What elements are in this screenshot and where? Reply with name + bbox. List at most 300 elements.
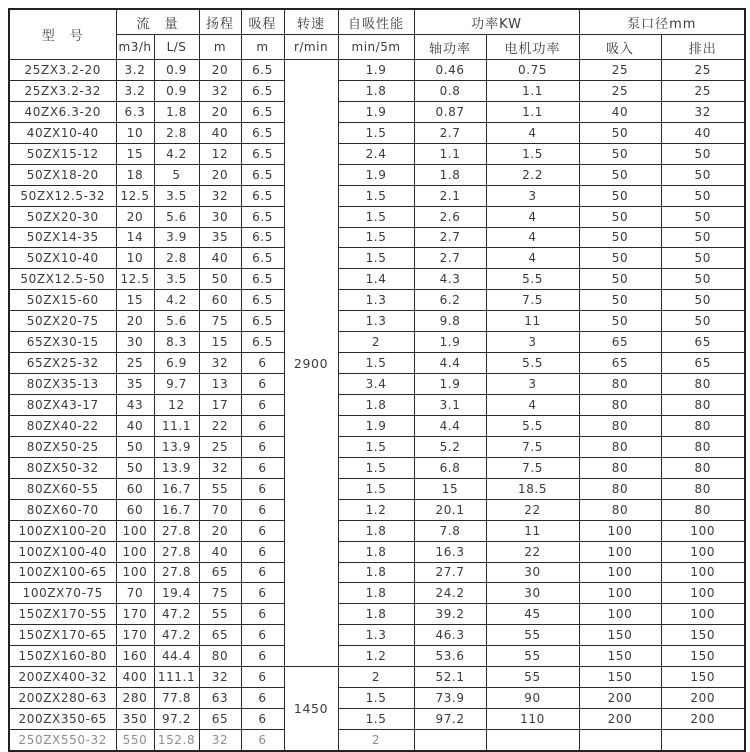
cell-shaft-power: 15 <box>414 478 486 499</box>
cell-motor-power: 11 <box>486 520 579 541</box>
cell-flow-m3h: 6.3 <box>116 101 154 122</box>
col-header-power: 功率KW <box>414 9 579 35</box>
cell-suction: 6.5 <box>241 164 284 185</box>
cell-shaft-power: 39.2 <box>414 604 486 625</box>
table-row <box>9 520 745 541</box>
cell-shaft-power: 73.9 <box>414 688 486 709</box>
cell-inlet: 50 <box>579 269 661 290</box>
table-row <box>9 730 745 751</box>
cell-shaft-power: 2.7 <box>414 122 486 143</box>
table-row <box>9 164 745 185</box>
cell-motor-power: 22 <box>486 499 579 520</box>
col-header-speed: 转速 <box>284 9 338 35</box>
cell-model: 50ZX20-30 <box>9 206 116 227</box>
cell-flow-ls: 1.8 <box>154 101 199 122</box>
table-row <box>9 604 745 625</box>
cell-flow-m3h: 350 <box>116 709 154 730</box>
cell-shaft-power: 2.7 <box>414 227 486 248</box>
cell-inlet: 200 <box>579 709 661 730</box>
cell-flow-ls: 77.8 <box>154 688 199 709</box>
table-row <box>9 206 745 227</box>
cell-head: 40 <box>199 122 241 143</box>
table-row <box>9 227 745 248</box>
cell-suction: 6 <box>241 353 284 374</box>
cell-outlet: 100 <box>661 541 745 562</box>
table-row <box>9 101 745 122</box>
cell-head: 60 <box>199 290 241 311</box>
cell-motor-power: 7.5 <box>486 436 579 457</box>
cell-outlet: 50 <box>661 185 745 206</box>
cell-self-priming: 1.9 <box>338 164 414 185</box>
cell-shaft-power: 1.1 <box>414 143 486 164</box>
cell-flow-m3h: 60 <box>116 499 154 520</box>
cell-flow-ls: 5 <box>154 164 199 185</box>
cell-suction: 6 <box>241 730 284 751</box>
cell-outlet: 50 <box>661 311 745 332</box>
cell-inlet: 100 <box>579 541 661 562</box>
cell-model: 50ZX20-75 <box>9 311 116 332</box>
cell-self-priming: 1.9 <box>338 60 414 81</box>
table-row <box>9 80 745 101</box>
cell-shaft-power: 2.1 <box>414 185 486 206</box>
cell-self-priming: 1.2 <box>338 646 414 667</box>
cell-shaft-power: 27.7 <box>414 562 486 583</box>
cell-head: 70 <box>199 499 241 520</box>
cell-self-priming: 1.5 <box>338 185 414 206</box>
cell-inlet: 50 <box>579 311 661 332</box>
cell-outlet: 80 <box>661 395 745 416</box>
cell-outlet: 50 <box>661 164 745 185</box>
cell-inlet: 100 <box>579 520 661 541</box>
cell-flow-m3h: 20 <box>116 311 154 332</box>
cell-suction: 6.5 <box>241 101 284 122</box>
cell-shaft-power: 20.1 <box>414 499 486 520</box>
table-row <box>9 415 745 436</box>
cell-suction: 6 <box>241 646 284 667</box>
cell-shaft-power: 2.6 <box>414 206 486 227</box>
cell-outlet: 65 <box>661 332 745 353</box>
cell-model: 80ZX50-32 <box>9 457 116 478</box>
cell-self-priming: 2.4 <box>338 143 414 164</box>
cell-outlet: 25 <box>661 80 745 101</box>
col-header-suction-unit: m <box>241 35 284 60</box>
cell-suction: 6.5 <box>241 227 284 248</box>
cell-outlet <box>661 730 745 751</box>
table-row <box>9 248 745 269</box>
cell-shaft-power: 6.8 <box>414 457 486 478</box>
cell-flow-ls: 9.7 <box>154 374 199 395</box>
cell-suction: 6.5 <box>241 206 284 227</box>
cell-suction: 6.5 <box>241 122 284 143</box>
cell-flow-ls: 13.9 <box>154 436 199 457</box>
cell-flow-ls: 44.4 <box>154 646 199 667</box>
cell-model: 50ZX12.5-50 <box>9 269 116 290</box>
cell-inlet: 50 <box>579 206 661 227</box>
cell-outlet: 50 <box>661 227 745 248</box>
cell-outlet: 80 <box>661 457 745 478</box>
cell-flow-ls: 19.4 <box>154 583 199 604</box>
cell-self-priming: 1.5 <box>338 206 414 227</box>
cell-outlet: 200 <box>661 688 745 709</box>
cell-head: 13 <box>199 374 241 395</box>
cell-inlet: 80 <box>579 436 661 457</box>
cell-head: 40 <box>199 248 241 269</box>
cell-flow-ls: 12 <box>154 395 199 416</box>
cell-suction: 6.5 <box>241 248 284 269</box>
table-body <box>9 60 745 751</box>
col-header-outlet: 排出 <box>661 35 745 60</box>
cell-flow-ls: 13.9 <box>154 457 199 478</box>
cell-shaft-power: 46.3 <box>414 625 486 646</box>
cell-self-priming: 1.3 <box>338 311 414 332</box>
cell-model: 50ZX15-60 <box>9 290 116 311</box>
pump-spec-table <box>8 8 746 752</box>
cell-model: 150ZX170-55 <box>9 604 116 625</box>
cell-motor-power: 5.5 <box>486 353 579 374</box>
cell-motor-power: 5.5 <box>486 415 579 436</box>
cell-model: 100ZX100-40 <box>9 541 116 562</box>
cell-shaft-power: 1.8 <box>414 164 486 185</box>
cell-shaft-power: 0.8 <box>414 80 486 101</box>
table-row <box>9 60 745 81</box>
cell-flow-m3h: 20 <box>116 206 154 227</box>
table-row <box>9 143 745 164</box>
cell-model: 100ZX100-65 <box>9 562 116 583</box>
cell-model: 80ZX40-22 <box>9 415 116 436</box>
cell-flow-m3h: 50 <box>116 457 154 478</box>
cell-motor-power: 4 <box>486 248 579 269</box>
cell-flow-m3h: 100 <box>116 541 154 562</box>
cell-flow-m3h: 400 <box>116 667 154 688</box>
cell-flow-m3h: 25 <box>116 353 154 374</box>
cell-model: 80ZX43-17 <box>9 395 116 416</box>
cell-head: 32 <box>199 667 241 688</box>
cell-outlet: 150 <box>661 625 745 646</box>
cell-head: 65 <box>199 625 241 646</box>
cell-flow-ls: 27.8 <box>154 541 199 562</box>
cell-suction: 6.5 <box>241 290 284 311</box>
cell-flow-m3h: 14 <box>116 227 154 248</box>
cell-outlet: 50 <box>661 269 745 290</box>
cell-model: 50ZX12.5-32 <box>9 185 116 206</box>
cell-suction: 6 <box>241 499 284 520</box>
cell-flow-ls: 3.5 <box>154 269 199 290</box>
cell-flow-m3h: 70 <box>116 583 154 604</box>
cell-flow-m3h: 280 <box>116 688 154 709</box>
cell-model: 80ZX60-55 <box>9 478 116 499</box>
col-header-suction: 吸程 <box>241 9 284 35</box>
cell-outlet: 65 <box>661 353 745 374</box>
cell-model: 50ZX14-35 <box>9 227 116 248</box>
cell-head: 75 <box>199 311 241 332</box>
cell-inlet: 50 <box>579 164 661 185</box>
cell-self-priming: 2 <box>338 667 414 688</box>
cell-speed: 2900 <box>284 60 338 667</box>
cell-flow-m3h: 100 <box>116 520 154 541</box>
cell-head: 50 <box>199 269 241 290</box>
cell-shaft-power: 1.9 <box>414 374 486 395</box>
cell-suction: 6.5 <box>241 269 284 290</box>
cell-motor-power <box>486 730 579 751</box>
cell-shaft-power: 24.2 <box>414 583 486 604</box>
cell-motor-power: 30 <box>486 562 579 583</box>
col-header-motor-power: 电机功率 <box>486 35 579 60</box>
cell-head: 30 <box>199 206 241 227</box>
cell-head: 22 <box>199 415 241 436</box>
cell-suction: 6 <box>241 415 284 436</box>
cell-model: 25ZX3.2-20 <box>9 60 116 81</box>
cell-shaft-power: 0.87 <box>414 101 486 122</box>
cell-outlet: 50 <box>661 206 745 227</box>
cell-outlet: 80 <box>661 374 745 395</box>
cell-model: 200ZX400-32 <box>9 667 116 688</box>
cell-flow-ls: 4.2 <box>154 143 199 164</box>
cell-shaft-power: 7.8 <box>414 520 486 541</box>
table-row <box>9 541 745 562</box>
cell-flow-m3h: 100 <box>116 562 154 583</box>
cell-suction: 6 <box>241 562 284 583</box>
cell-motor-power: 110 <box>486 709 579 730</box>
cell-motor-power: 55 <box>486 667 579 688</box>
cell-head: 80 <box>199 646 241 667</box>
cell-flow-ls: 152.8 <box>154 730 199 751</box>
cell-self-priming: 1.5 <box>338 436 414 457</box>
cell-shaft-power: 53.6 <box>414 646 486 667</box>
cell-self-priming: 1.5 <box>338 478 414 499</box>
cell-flow-ls: 16.7 <box>154 499 199 520</box>
cell-inlet: 100 <box>579 583 661 604</box>
cell-head: 32 <box>199 80 241 101</box>
cell-flow-ls: 47.2 <box>154 625 199 646</box>
cell-motor-power: 1.1 <box>486 101 579 122</box>
cell-inlet: 40 <box>579 101 661 122</box>
col-header-model: 型 号 <box>9 9 116 60</box>
cell-shaft-power: 9.8 <box>414 311 486 332</box>
cell-flow-m3h: 10 <box>116 122 154 143</box>
col-header-shaft-power: 轴功率 <box>414 35 486 60</box>
cell-inlet: 80 <box>579 374 661 395</box>
table-row <box>9 646 745 667</box>
cell-outlet: 25 <box>661 60 745 81</box>
cell-inlet: 50 <box>579 143 661 164</box>
cell-model: 40ZX6.3-20 <box>9 101 116 122</box>
cell-head: 32 <box>199 353 241 374</box>
cell-head: 55 <box>199 478 241 499</box>
cell-outlet: 80 <box>661 478 745 499</box>
cell-shaft-power: 3.1 <box>414 395 486 416</box>
col-header-self-priming: 自吸性能 <box>338 9 414 35</box>
cell-self-priming: 1.5 <box>338 248 414 269</box>
table-row <box>9 436 745 457</box>
cell-self-priming: 1.5 <box>338 457 414 478</box>
cell-self-priming: 2 <box>338 730 414 751</box>
cell-flow-m3h: 50 <box>116 436 154 457</box>
cell-model: 100ZX100-20 <box>9 520 116 541</box>
cell-self-priming: 3.4 <box>338 374 414 395</box>
cell-flow-m3h: 3.2 <box>116 80 154 101</box>
cell-head: 32 <box>199 457 241 478</box>
cell-inlet: 25 <box>579 80 661 101</box>
cell-self-priming: 1.3 <box>338 290 414 311</box>
cell-model: 200ZX350-65 <box>9 709 116 730</box>
cell-model: 200ZX280-63 <box>9 688 116 709</box>
cell-outlet: 32 <box>661 101 745 122</box>
table-row <box>9 395 745 416</box>
cell-motor-power: 7.5 <box>486 290 579 311</box>
cell-outlet: 100 <box>661 604 745 625</box>
cell-motor-power: 18.5 <box>486 478 579 499</box>
cell-inlet: 80 <box>579 499 661 520</box>
cell-inlet: 150 <box>579 625 661 646</box>
cell-suction: 6 <box>241 709 284 730</box>
cell-inlet: 80 <box>579 415 661 436</box>
cell-head: 55 <box>199 604 241 625</box>
cell-flow-m3h: 15 <box>116 290 154 311</box>
cell-flow-m3h: 12.5 <box>116 185 154 206</box>
cell-inlet: 80 <box>579 395 661 416</box>
cell-inlet: 50 <box>579 290 661 311</box>
cell-outlet: 100 <box>661 562 745 583</box>
cell-outlet: 80 <box>661 436 745 457</box>
cell-suction: 6 <box>241 583 284 604</box>
cell-model: 50ZX18-20 <box>9 164 116 185</box>
cell-suction: 6 <box>241 520 284 541</box>
cell-head: 40 <box>199 541 241 562</box>
cell-head: 25 <box>199 436 241 457</box>
cell-model: 40ZX10-40 <box>9 122 116 143</box>
cell-motor-power: 7.5 <box>486 457 579 478</box>
table-row <box>9 122 745 143</box>
cell-speed: 1450 <box>284 667 338 751</box>
cell-head: 65 <box>199 562 241 583</box>
col-header-flow-m3h: m3/h <box>116 35 154 60</box>
cell-shaft-power: 6.2 <box>414 290 486 311</box>
cell-inlet: 80 <box>579 478 661 499</box>
cell-suction: 6 <box>241 604 284 625</box>
cell-motor-power: 3 <box>486 332 579 353</box>
cell-shaft-power: 4.3 <box>414 269 486 290</box>
cell-head: 20 <box>199 60 241 81</box>
col-header-inlet: 吸入 <box>579 35 661 60</box>
table-row <box>9 709 745 730</box>
cell-self-priming: 1.5 <box>338 227 414 248</box>
cell-self-priming: 1.8 <box>338 520 414 541</box>
cell-inlet: 65 <box>579 332 661 353</box>
cell-inlet: 100 <box>579 562 661 583</box>
cell-suction: 6 <box>241 436 284 457</box>
cell-inlet <box>579 730 661 751</box>
cell-suction: 6.5 <box>241 60 284 81</box>
cell-motor-power: 4 <box>486 227 579 248</box>
cell-model: 80ZX50-25 <box>9 436 116 457</box>
cell-shaft-power: 16.3 <box>414 541 486 562</box>
cell-self-priming: 1.8 <box>338 604 414 625</box>
cell-suction: 6 <box>241 625 284 646</box>
cell-motor-power: 4 <box>486 395 579 416</box>
cell-model: 150ZX160-80 <box>9 646 116 667</box>
header-row-1 <box>9 9 745 35</box>
cell-head: 15 <box>199 332 241 353</box>
cell-head: 12 <box>199 143 241 164</box>
table-row <box>9 478 745 499</box>
cell-outlet: 100 <box>661 520 745 541</box>
table-row <box>9 625 745 646</box>
cell-self-priming: 1.8 <box>338 583 414 604</box>
table-row <box>9 688 745 709</box>
cell-flow-m3h: 3.2 <box>116 60 154 81</box>
cell-motor-power: 55 <box>486 646 579 667</box>
cell-motor-power: 5.5 <box>486 269 579 290</box>
cell-model: 80ZX35-13 <box>9 374 116 395</box>
cell-flow-ls: 111.1 <box>154 667 199 688</box>
cell-outlet: 50 <box>661 143 745 164</box>
cell-flow-m3h: 170 <box>116 604 154 625</box>
cell-head: 75 <box>199 583 241 604</box>
cell-motor-power: 3 <box>486 374 579 395</box>
cell-shaft-power: 97.2 <box>414 709 486 730</box>
cell-suction: 6 <box>241 395 284 416</box>
table-row <box>9 667 745 688</box>
cell-shaft-power: 5.2 <box>414 436 486 457</box>
cell-motor-power: 0.75 <box>486 60 579 81</box>
cell-motor-power: 2.2 <box>486 164 579 185</box>
cell-flow-m3h: 35 <box>116 374 154 395</box>
cell-suction: 6.5 <box>241 80 284 101</box>
cell-flow-m3h: 15 <box>116 143 154 164</box>
table-row <box>9 290 745 311</box>
table-row <box>9 185 745 206</box>
col-header-port: 泵口径mm <box>579 9 745 35</box>
cell-self-priming: 1.5 <box>338 709 414 730</box>
cell-motor-power: 30 <box>486 583 579 604</box>
cell-flow-m3h: 40 <box>116 415 154 436</box>
cell-head: 20 <box>199 520 241 541</box>
cell-suction: 6 <box>241 457 284 478</box>
cell-inlet: 50 <box>579 227 661 248</box>
cell-flow-ls: 0.9 <box>154 80 199 101</box>
cell-flow-ls: 27.8 <box>154 562 199 583</box>
cell-motor-power: 4 <box>486 206 579 227</box>
cell-suction: 6.5 <box>241 311 284 332</box>
cell-head: 63 <box>199 688 241 709</box>
cell-flow-m3h: 170 <box>116 625 154 646</box>
cell-head: 20 <box>199 101 241 122</box>
cell-outlet: 40 <box>661 122 745 143</box>
cell-flow-ls: 16.7 <box>154 478 199 499</box>
cell-flow-ls: 3.9 <box>154 227 199 248</box>
cell-model: 25ZX3.2-32 <box>9 80 116 101</box>
cell-self-priming: 1.3 <box>338 625 414 646</box>
cell-shaft-power <box>414 730 486 751</box>
cell-suction: 6 <box>241 374 284 395</box>
cell-self-priming: 1.8 <box>338 395 414 416</box>
cell-flow-m3h: 550 <box>116 730 154 751</box>
cell-head: 35 <box>199 227 241 248</box>
cell-flow-ls: 47.2 <box>154 604 199 625</box>
cell-flow-ls: 11.1 <box>154 415 199 436</box>
cell-shaft-power: 4.4 <box>414 415 486 436</box>
cell-flow-ls: 8.3 <box>154 332 199 353</box>
col-header-head-unit: m <box>199 35 241 60</box>
cell-shaft-power: 1.9 <box>414 332 486 353</box>
cell-outlet: 50 <box>661 290 745 311</box>
col-header-self-priming-unit: min/5m <box>338 35 414 60</box>
cell-motor-power: 3 <box>486 185 579 206</box>
table-row <box>9 269 745 290</box>
cell-shaft-power: 4.4 <box>414 353 486 374</box>
cell-self-priming: 1.5 <box>338 688 414 709</box>
cell-self-priming: 1.5 <box>338 353 414 374</box>
